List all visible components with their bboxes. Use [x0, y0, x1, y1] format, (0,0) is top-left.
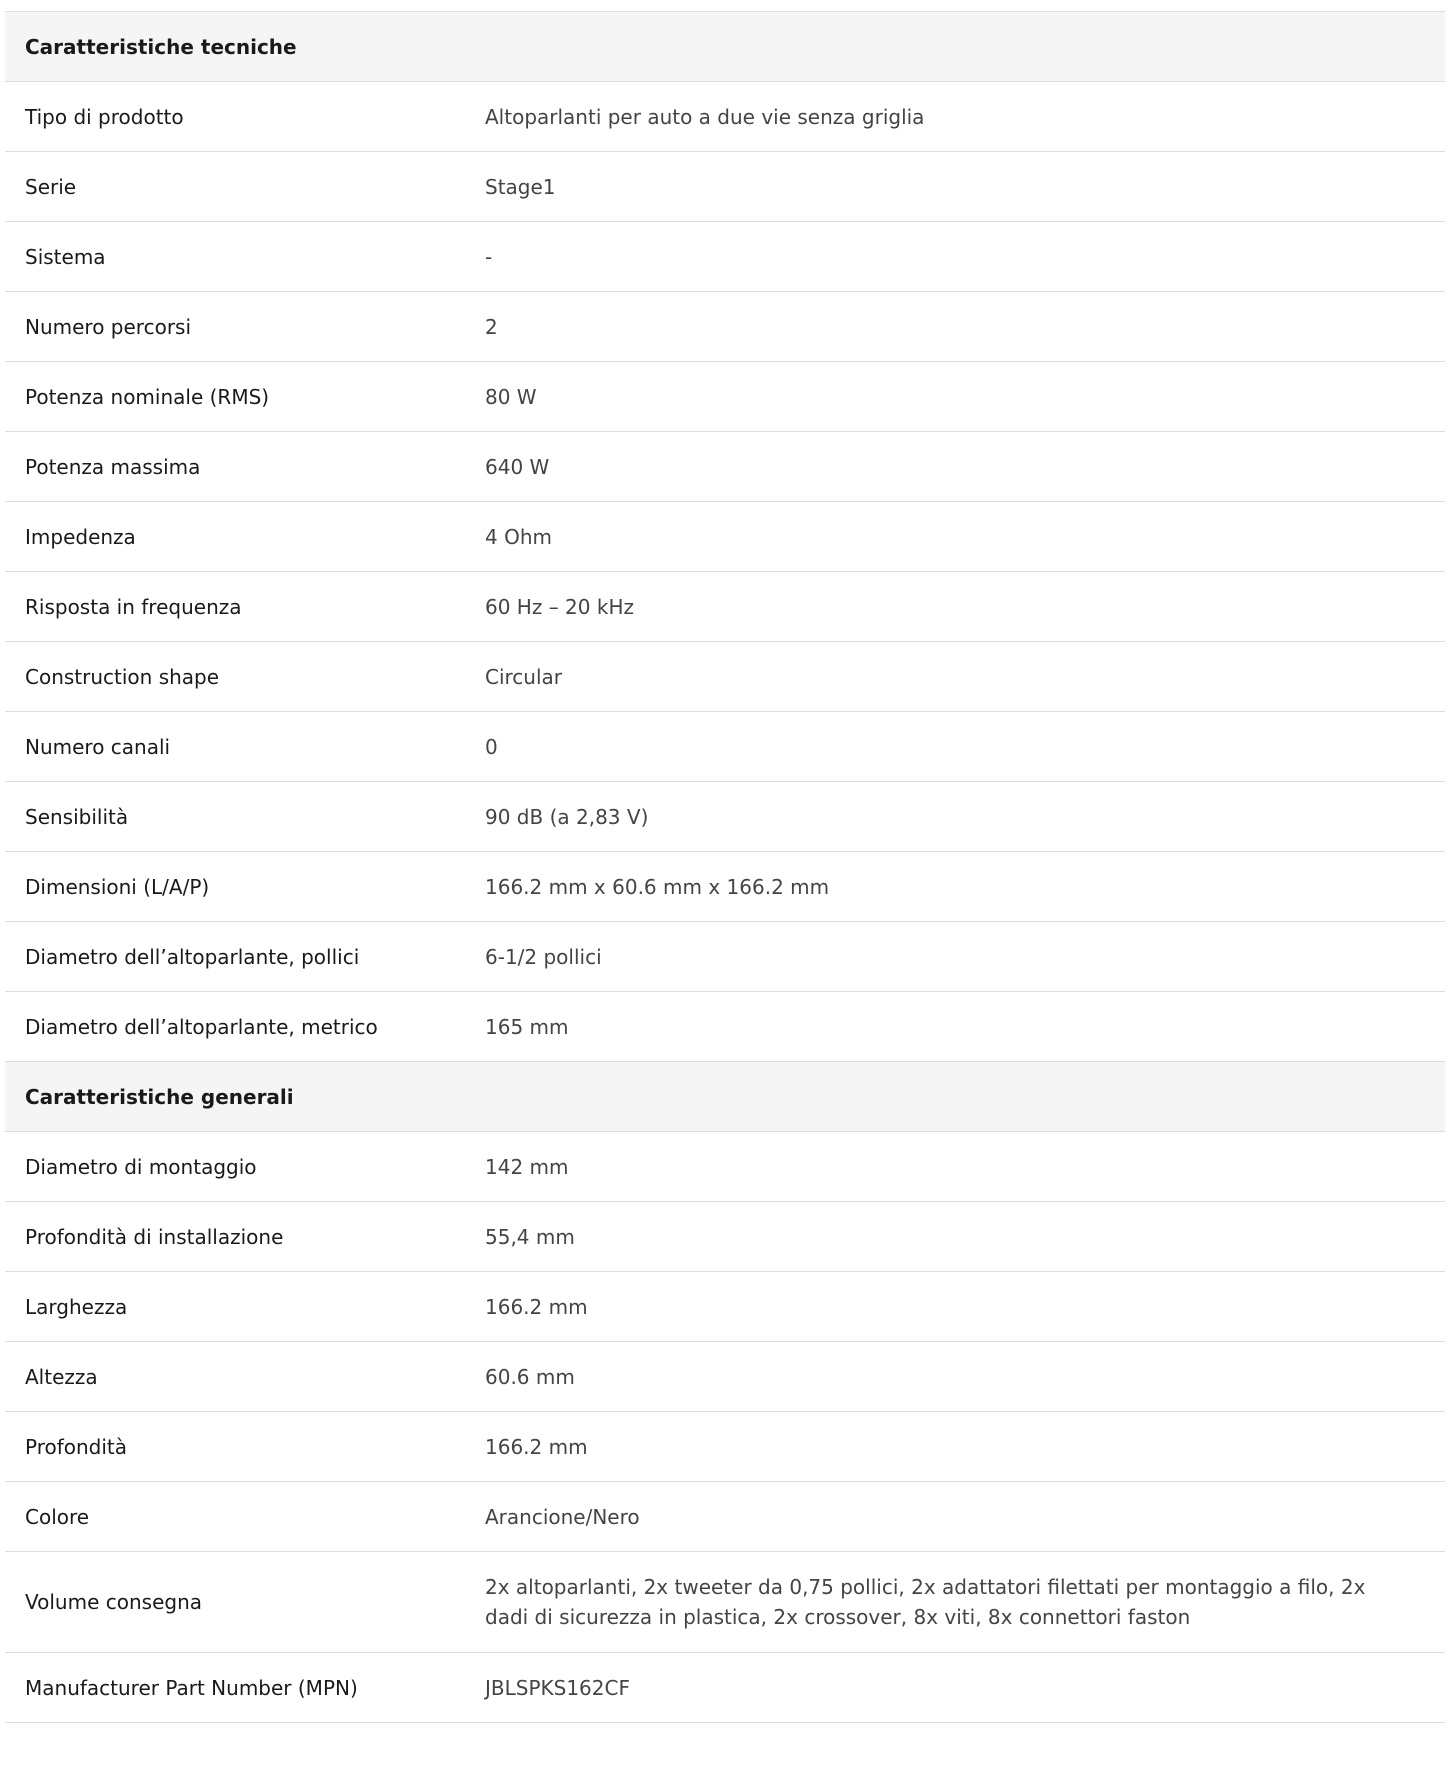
- spec-row-dimensions: [5, 852, 1445, 922]
- spec-value: 0: [485, 734, 498, 759]
- spec-value: 4 Ohm: [485, 524, 552, 549]
- spec-value: 165 mm: [485, 1014, 569, 1039]
- spec-label: Sensibilità: [25, 804, 129, 829]
- spec-row-system: [5, 222, 1445, 292]
- section-title: Caratteristiche tecniche: [25, 34, 297, 59]
- section-header-general: [5, 1062, 1445, 1132]
- spec-label: Volume consegna: [25, 1590, 203, 1614]
- spec-row-sensitivity: [5, 782, 1445, 852]
- spec-label: Dimensioni (L/A/P): [25, 874, 210, 899]
- spec-value: 640 W: [485, 454, 550, 479]
- spec-label: Construction shape: [25, 664, 220, 689]
- spec-row-frequency-response: [5, 572, 1445, 642]
- spec-label: Serie: [25, 174, 77, 199]
- spec-label: Altezza: [25, 1364, 98, 1389]
- spec-value: 90 dB (a 2,83 V): [485, 804, 649, 829]
- spec-row-diameter-inches: [5, 922, 1445, 992]
- spec-row-series: [5, 152, 1445, 222]
- spec-value: 60 Hz – 20 kHz: [485, 594, 634, 619]
- spec-value: 2x altoparlanti, 2x tweeter da 0,75 pollici, 2x adattatori filettati per montaggio a filo, 2x dadi di sicurezza in plastica, 2x crossover, 8x viti, 8x connettori faston: [485, 1575, 1366, 1629]
- spec-row-delivery-contents: [5, 1552, 1445, 1653]
- spec-label: Diametro dell’altoparlante, pollici: [25, 944, 360, 969]
- spec-label: Profondità di installazione: [25, 1224, 284, 1249]
- spec-value: JBLSPKS162CF: [485, 1675, 630, 1700]
- spec-row-color: [5, 1482, 1445, 1552]
- spec-label: Diametro di montaggio: [25, 1154, 257, 1179]
- spec-value: 2: [485, 314, 498, 339]
- spec-value: 166.2 mm: [485, 1294, 588, 1319]
- spec-label: Larghezza: [25, 1294, 128, 1319]
- section-title: Caratteristiche generali: [25, 1084, 294, 1109]
- spec-value: -: [485, 244, 493, 269]
- spec-row-max-power: [5, 432, 1445, 502]
- spec-label: Numero percorsi: [25, 314, 192, 339]
- spec-label: Profondità: [25, 1434, 128, 1459]
- spec-label: Diametro dell’altoparlante, metrico: [25, 1014, 378, 1039]
- spec-row-rms-power: [5, 362, 1445, 432]
- spec-label: Impedenza: [25, 524, 136, 549]
- spec-row-mounting-diameter: [5, 1132, 1445, 1202]
- spec-row-impedance: [5, 502, 1445, 572]
- spec-value: 6-1/2 pollici: [485, 944, 602, 969]
- spec-label: Potenza massima: [25, 454, 201, 479]
- spec-label: Tipo di prodotto: [25, 104, 184, 129]
- spec-value: 80 W: [485, 384, 537, 409]
- spec-row-ways: [5, 292, 1445, 362]
- spec-label: Sistema: [25, 244, 106, 269]
- spec-label: Manufacturer Part Number (MPN): [25, 1675, 358, 1700]
- spec-row-mpn: [5, 1653, 1445, 1723]
- spec-value: 55,4 mm: [485, 1224, 575, 1249]
- spec-row-depth: [5, 1412, 1445, 1482]
- spec-row-construction-shape: [5, 642, 1445, 712]
- spec-value: Stage1: [485, 174, 556, 199]
- spec-table: [5, 11, 1445, 1723]
- spec-value: Altoparlanti per auto a due vie senza griglia: [485, 104, 925, 129]
- spec-label: Potenza nominale (RMS): [25, 384, 270, 409]
- spec-value: 166.2 mm: [485, 1434, 588, 1459]
- spec-value: Circular: [485, 664, 563, 689]
- spec-label: Risposta in frequenza: [25, 594, 242, 619]
- spec-row-installation-depth: [5, 1202, 1445, 1272]
- section-header-technical: [5, 12, 1445, 82]
- spec-value: 166.2 mm x 60.6 mm x 166.2 mm: [485, 874, 830, 899]
- spec-value: Arancione/Nero: [485, 1504, 640, 1529]
- spec-row-product-type: [5, 82, 1445, 152]
- spec-label: Numero canali: [25, 734, 171, 759]
- spec-row-height: [5, 1342, 1445, 1412]
- spec-label: Colore: [25, 1504, 90, 1529]
- spec-value: 142 mm: [485, 1154, 569, 1179]
- spec-row-width: [5, 1272, 1445, 1342]
- spec-row-diameter-metric: [5, 992, 1445, 1062]
- spec-row-channels: [5, 712, 1445, 782]
- spec-value: 60.6 mm: [485, 1364, 575, 1389]
